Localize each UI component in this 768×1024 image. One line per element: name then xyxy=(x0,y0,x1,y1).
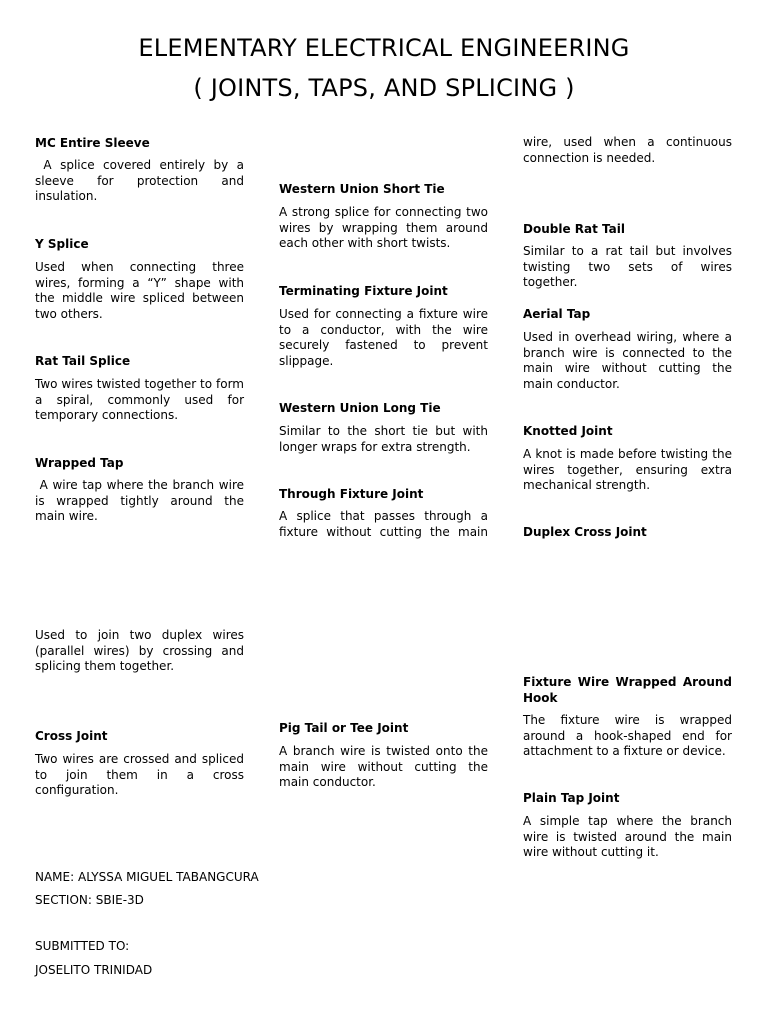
heading-fixture-wire-wrapped-around-hook: Fixture Wire Wrapped Around Hook xyxy=(523,675,732,705)
instructor-name: JOSELITO TRINIDAD xyxy=(35,963,153,977)
text-through-fixture-joint: A splice that passes through a fixture without cutting the main xyxy=(279,509,488,539)
text-y-splice: Used when connecting three wires, forming a “Y” shape with the middle wire spliced between two others. xyxy=(35,260,244,322)
text-mc-entire-sleeve: A splice covered entirely by a sleeve for protection and insulation. xyxy=(35,158,244,204)
heading-mc-entire-sleeve: MC Entire Sleeve xyxy=(35,136,150,150)
text-aerial-tap: Used in overhead wiring, where a branch wire is connected to the main wire without cutting the main conductor. xyxy=(523,330,732,392)
heading-wrapped-tap: Wrapped Tap xyxy=(35,456,124,470)
document-title: ELEMENTARY ELECTRICAL ENGINEERING xyxy=(138,34,630,62)
heading-duplex-cross-joint: Duplex Cross Joint xyxy=(523,525,647,539)
heading-plain-tap-joint: Plain Tap Joint xyxy=(523,791,620,805)
column-3 xyxy=(523,0,732,1024)
text-through-fixture-continuation: wire, used when a continuous connection is needed. xyxy=(523,135,732,165)
text-knotted-joint: A knot is made before twisting the wires together, ensuring extra mechanical strength. xyxy=(523,447,732,493)
text-double-rat-tail: Similar to a rat tail but involves twisting two sets of wires together. xyxy=(523,244,732,290)
text-cross-joint: Two wires are crossed and spliced to join them in a cross configuration. xyxy=(35,752,244,798)
heading-knotted-joint: Knotted Joint xyxy=(523,424,613,438)
student-section: SECTION: SBIE-3D xyxy=(35,893,144,907)
text-rat-tail-splice: Two wires twisted together to form a spiral, commonly used for temporary connections. xyxy=(35,377,244,423)
heading-western-union-short-tie: Western Union Short Tie xyxy=(279,182,445,196)
heading-cross-joint: Cross Joint xyxy=(35,729,108,743)
heading-through-fixture-joint: Through Fixture Joint xyxy=(279,487,424,501)
text-western-union-short-tie: A strong splice for connecting two wires by wrapping them around each other with short twists. xyxy=(279,205,488,251)
text-pig-tail-or-tee-joint: A branch wire is twisted onto the main wire without cutting the main conductor. xyxy=(279,744,488,790)
heading-terminating-fixture-joint: Terminating Fixture Joint xyxy=(279,284,448,298)
text-plain-tap-joint: A simple tap where the branch wire is twisted around the main wire without cutting it. xyxy=(523,814,732,860)
text-western-union-long-tie: Similar to the short tie but with longer wraps for extra strength. xyxy=(279,424,488,454)
column-2 xyxy=(279,0,488,1024)
heading-rat-tail-splice: Rat Tail Splice xyxy=(35,354,131,368)
text-terminating-fixture-joint: Used for connecting a fixture wire to a conductor, with the wire securely fastened to prevent slippage. xyxy=(279,307,488,369)
text-fixture-wire-wrapped-around-hook: The fixture wire is wrapped around a hook-shaped end for attachment to a fixture or device. xyxy=(523,713,732,759)
text-wrapped-tap: A wire tap where the branch wire is wrapped tightly around the main wire. xyxy=(35,478,244,524)
heading-double-rat-tail: Double Rat Tail xyxy=(523,222,625,236)
heading-y-splice: Y Splice xyxy=(35,237,89,251)
heading-western-union-long-tie: Western Union Long Tie xyxy=(279,401,441,415)
heading-aerial-tap: Aerial Tap xyxy=(523,307,591,321)
heading-pig-tail-or-tee-joint: Pig Tail or Tee Joint xyxy=(279,721,409,735)
document-subtitle: ( JOINTS, TAPS, AND SPLICING ) xyxy=(193,74,575,102)
student-name: NAME: ALYSSA MIGUEL TABANGCURA xyxy=(35,870,259,884)
text-duplex-cross-joint: Used to join two duplex wires (parallel wires) by crossing and splicing them together. xyxy=(35,628,244,674)
submitted-to-label: SUBMITTED TO: xyxy=(35,939,130,953)
